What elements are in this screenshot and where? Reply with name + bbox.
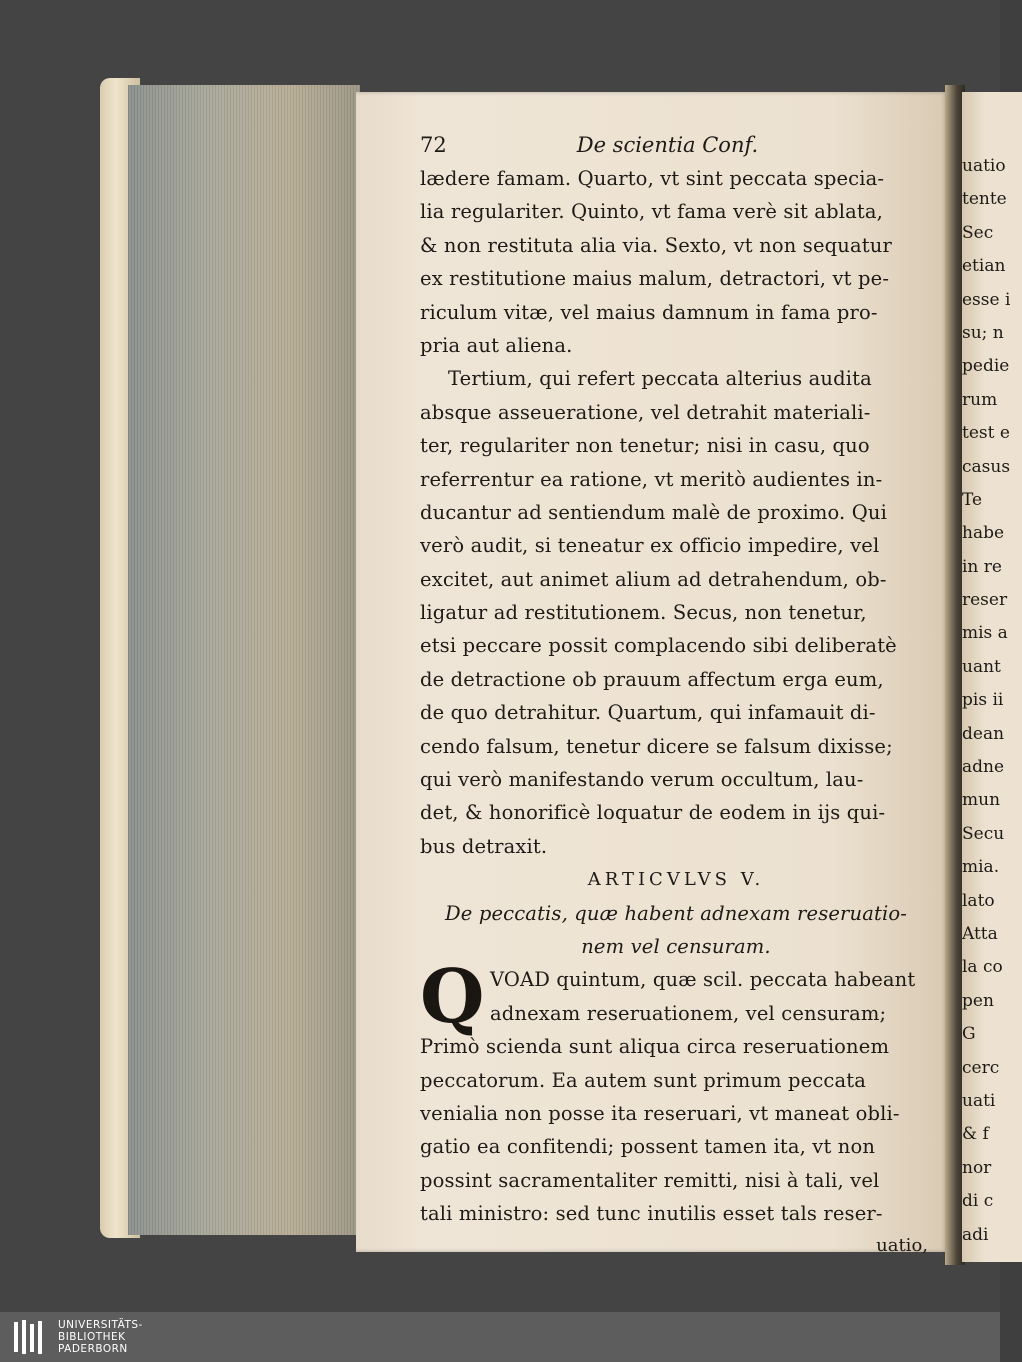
text-line: peccatorum. Ea autem sunt primum peccata [420, 1068, 867, 1092]
library-logo [12, 1318, 143, 1356]
facing-page-fragment: mis a [962, 623, 1008, 644]
text-line: riculum vitæ, vel maius damnum in fama pro- [420, 300, 878, 324]
text-line: ter, regulariter non tenetur; nisi in casu, quo [420, 434, 870, 458]
facing-page-fragment: etian [962, 256, 1006, 277]
text-line: ex restitutione maius malum, detractori, vt pe- [420, 267, 890, 291]
facing-page-fragment: Te [962, 489, 983, 510]
book-fore-edge [128, 85, 360, 1235]
facing-page-fragment: dean [962, 723, 1005, 744]
text-lines-after-article [420, 954, 932, 1230]
facing-page-fragment: habe [962, 523, 1005, 544]
facing-page-fragment: esse i [962, 289, 1011, 310]
facing-page-fragment: test e [962, 423, 1010, 444]
facing-page-fragment: Secu [962, 823, 1005, 844]
facing-page-fragment: G [962, 1024, 976, 1045]
text-line: possint sacramentaliter remitti, nisi à tali, vel [420, 1168, 880, 1192]
drop-cap: Q [420, 954, 485, 1041]
article-subtitle-line-2: nem vel censuram. [581, 934, 771, 958]
text-line: cendo falsum, tenetur dicere se falsum dixisse; [420, 734, 893, 758]
facing-page-fragment: mia. [962, 857, 1000, 878]
footer-bar [0, 1312, 1000, 1362]
text-line: de quo detrahitur. Quartum, qui infamauit di- [420, 701, 876, 725]
catchword: uatio, [876, 1234, 928, 1256]
article-heading: ARTICVLVS V. [587, 869, 765, 891]
text-line: qui verò manifestando verum occultum, lau- [420, 768, 864, 792]
library-logo-icon [12, 1318, 48, 1356]
library-name-line-1: UNIVERSITÄTS- [58, 1319, 143, 1331]
running-title: De scientia Conf. [576, 133, 759, 157]
text-line: absque asseueratione, vel detrahit materiali- [420, 400, 871, 424]
facing-page-fragment: pedie [962, 356, 1010, 377]
facing-page-fragment: casus [962, 456, 1011, 477]
text-line: Primò scienda sunt aliqua circa reseruationem [420, 1035, 890, 1059]
text-line: lia regulariter. Quinto, vt fama verè sit ablata, [420, 200, 883, 224]
library-name [58, 1319, 143, 1355]
text-line: & non restituta alia via. Sexto, vt non sequatur [420, 233, 892, 257]
facing-page-fragment: di c [962, 1191, 994, 1212]
facing-page-fragment: rum [962, 389, 998, 410]
text-line: adnexam reseruationem, vel censuram; [490, 1001, 887, 1025]
text-line: gatio ea confitendi; possent tamen ita, vt non [420, 1135, 876, 1159]
facing-page-fragment: mun [962, 790, 1001, 811]
facing-page-fragment: cerc [962, 1057, 1000, 1078]
facing-page-fragment: in re [962, 556, 1002, 577]
facing-page-fragment: Sec [962, 222, 994, 243]
facing-page-fragment: uati [962, 1090, 996, 1111]
facing-page-fragment: uatio [962, 156, 1006, 176]
page-text [420, 128, 932, 1261]
facing-page-fragment: reser [962, 590, 1008, 611]
text-line: VOAD quintum, quæ scil. peccata habeant [490, 968, 916, 992]
article-body [420, 954, 932, 1230]
facing-page-fragment: su; n [962, 322, 1004, 343]
text-line: verò audit, si teneatur ex officio impedire, vel [420, 534, 880, 558]
facing-page-fragment: pen [962, 990, 994, 1011]
facing-page-fragment: lato [962, 890, 995, 911]
library-name-line-3: PADERBORN [58, 1343, 128, 1355]
text-line: de detractione ob prauum affectum erga eum, [420, 667, 884, 691]
facing-page-fragment: la co [962, 957, 1003, 978]
facing-page-fragment: adne [962, 757, 1005, 778]
text-line: lædere famam. Quarto, vt sint peccata specia- [420, 167, 885, 190]
text-line: excitet, aut animet alium ad detrahendum, ob- [420, 567, 887, 591]
facing-page-fragments [962, 150, 1011, 1252]
library-name-line-2: BIBLIOTHEK [58, 1331, 126, 1343]
facing-page-fragment: tente [962, 189, 1007, 210]
text-line: ducantur ad sentiendum malè de proximo. Qui [420, 500, 887, 524]
text-line: Tertium, qui refert peccata alterius audita [448, 367, 872, 391]
text-lines-before-article [420, 162, 932, 863]
facing-page-fragment: uant [962, 656, 1001, 677]
text-line: referrentur ea ratione, vt meritò audientes in- [420, 467, 883, 491]
running-head [420, 128, 932, 162]
text-line: ligatur ad restitutionem. Secus, non tenetur, [420, 601, 867, 625]
facing-page-fragment: & f [962, 1124, 989, 1145]
facing-page-fragment: Atta [962, 923, 998, 944]
facing-page-fragment: adi [962, 1224, 989, 1245]
text-line: tali ministro: sed tunc inutilis esset tals reser- [420, 1202, 883, 1226]
facing-page-fragment: nor [962, 1157, 992, 1178]
text-line: venialia non posse ita reseruari, vt maneat obli- [420, 1101, 900, 1125]
facing-page-fragment: pis ii [962, 690, 1004, 711]
text-line: bus detraxit. [420, 834, 548, 858]
text-line: etsi peccare possit complacendo sibi deliberatè [420, 634, 897, 658]
text-line: pria aut aliena. [420, 333, 573, 357]
article-subtitle-line-1: De peccatis, quæ habent adnexam reseruatio- [445, 901, 907, 925]
text-line: det, & honorificè loquatur de eodem in ijs qui- [420, 801, 886, 825]
page-number: 72 [420, 133, 447, 157]
